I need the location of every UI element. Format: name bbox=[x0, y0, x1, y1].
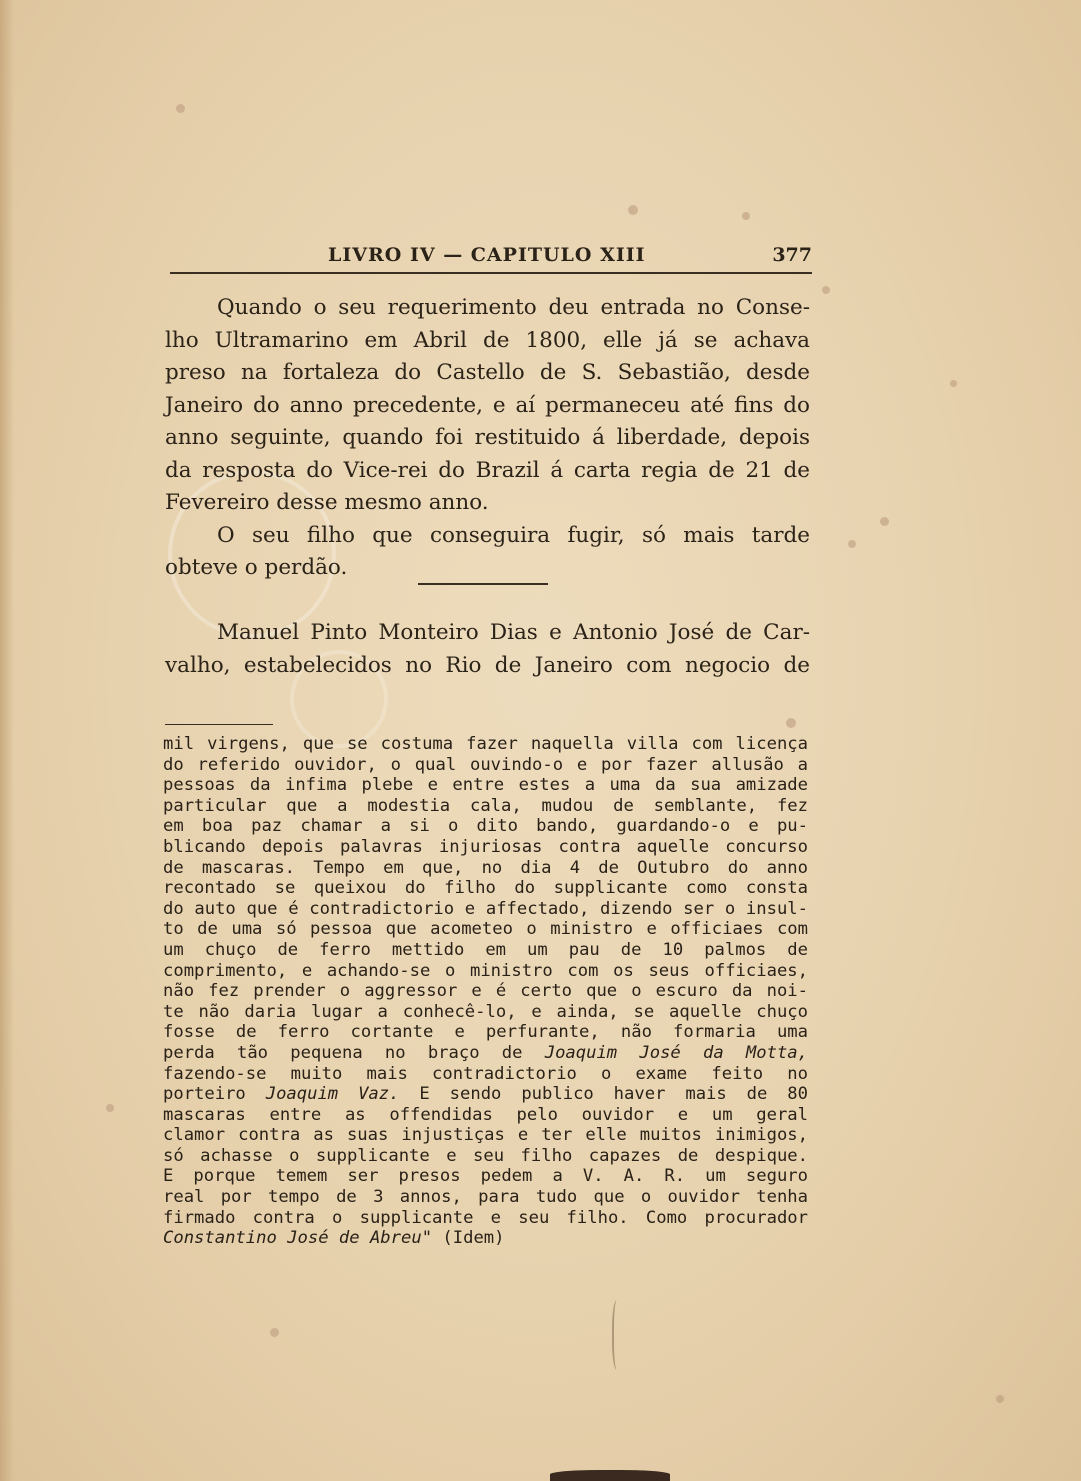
footnote-divider bbox=[165, 724, 273, 725]
body-text-section-2 bbox=[165, 617, 810, 682]
body-text-section-1 bbox=[165, 292, 810, 585]
text-line: preso na fortaleza do Castello de S. Sebastião, desde bbox=[165, 360, 810, 385]
footnote-line bbox=[163, 1043, 808, 1064]
foxing-spot bbox=[996, 1395, 1004, 1403]
foxing-spot bbox=[742, 212, 750, 220]
footnote-line: clamor contra as suas injustiças e ter elle muitos inimigos, bbox=[163, 1125, 808, 1146]
footnote-line: não fez prender o aggressor e é certo que o escuro da noi- bbox=[163, 981, 808, 1002]
footnote-text: perda tão pequena no braço de bbox=[163, 1042, 545, 1063]
footnote-line: comprimento, e achando-se o ministro com os seus officiaes, bbox=[163, 960, 808, 981]
footnote-line: to de uma só pessoa que acometeo o ministro e officiaes com bbox=[163, 919, 808, 940]
footnote-line: E porque temem ser presos pedem a V. A. R. um seguro bbox=[163, 1166, 808, 1187]
running-head-title: LIVRO IV — CAPITULO XIII bbox=[328, 244, 646, 266]
text-line: O seu filho que conseguira fugir, só mais tarde bbox=[217, 522, 810, 548]
footnote-line bbox=[163, 1228, 808, 1249]
footnote-line bbox=[163, 1084, 808, 1105]
text-line: Janeiro do anno precedente, e aí permaneceu até fins do bbox=[165, 392, 810, 418]
footnote-line: firmado contra o supplicante e seu filho. Como procurador bbox=[163, 1207, 808, 1228]
footnote-line: blicando depois palavras injuriosas contra aquelle concurso bbox=[163, 836, 808, 857]
foxing-spot bbox=[270, 1328, 279, 1337]
foxing-spot bbox=[176, 104, 185, 113]
paragraph bbox=[165, 520, 810, 585]
page-number: 377 bbox=[772, 244, 812, 266]
footnote-text: porteiro bbox=[163, 1084, 266, 1105]
page-edge-shadow bbox=[0, 0, 14, 1481]
footnote-line: mascaras entre as offendidas pelo ouvidor e um geral bbox=[163, 1104, 808, 1125]
footnote-line: fosse de ferro cortante e perfurante, não formaria uma bbox=[163, 1022, 808, 1043]
footnote-italic-name: Constantino José de Abreu" bbox=[163, 1228, 433, 1249]
foxing-spot bbox=[950, 380, 957, 387]
footnote-line: em boa paz chamar a si o dito bando, guardando-o e pu- bbox=[163, 816, 808, 837]
footnote-line: fazendo-se muito mais contradictorio o exame feito no bbox=[163, 1063, 808, 1084]
footnote-line: particular que a modestia cala, mudou de semblante, fez bbox=[163, 795, 808, 816]
text-line: da resposta do Vice-rei do Brazil á carta regia de 21 de bbox=[165, 457, 810, 483]
foxing-spot bbox=[880, 517, 889, 526]
footnote-line: do referido ouvidor, o qual ouvindo-o e por fazer allusão a bbox=[163, 754, 808, 775]
footnote-italic-name: Joaquim José da Motta, bbox=[544, 1042, 809, 1063]
text-line: Fevereiro desse mesmo anno. bbox=[165, 490, 489, 515]
footnote-line: real por tempo de 3 annos, para tudo que o ouvidor tenha bbox=[163, 1187, 808, 1208]
foxing-spot bbox=[848, 540, 856, 548]
paper-crease bbox=[612, 1300, 624, 1370]
paper-tear bbox=[550, 1470, 670, 1481]
text-line: Manuel Pinto Monteiro Dias e Antonio José de Car- bbox=[217, 620, 810, 645]
foxing-spot bbox=[786, 718, 796, 728]
text-line: lho Ultramarino em Abril de 1800, elle já se achava bbox=[165, 327, 810, 353]
footnote-block bbox=[163, 734, 808, 1249]
foxing-spot bbox=[822, 286, 830, 294]
foxing-spot bbox=[106, 1104, 114, 1112]
footnote-line: pessoas da infima plebe e entre estes a uma da sua amizade bbox=[163, 775, 808, 796]
text-line: valho, estabelecidos no Rio de Janeiro com negocio de bbox=[165, 652, 810, 678]
footnote-line: te não daria lugar a conhecê-lo, e ainda, se aquelle chuço bbox=[163, 1001, 808, 1022]
footnote-line: mil virgens, que se costuma fazer naquella villa com licença bbox=[163, 734, 808, 754]
text-line: Quando o seu requerimento deu entrada no Conse- bbox=[217, 295, 810, 320]
foxing-spot bbox=[628, 205, 638, 215]
footnote-line: de mascaras. Tempo em que, no dia 4 de Outubro do anno bbox=[163, 857, 808, 878]
footnote-italic-name: Joaquim Vaz. bbox=[265, 1084, 400, 1105]
text-line: anno seguinte, quando foi restituido á liberdade, depois bbox=[165, 425, 810, 450]
section-divider bbox=[418, 583, 548, 585]
paragraph bbox=[165, 617, 810, 682]
footnote-line: só achasse o supplicante e seu filho capazes de despique. bbox=[163, 1145, 808, 1166]
footnote-line: recontado se queixou do filho do supplicante como consta bbox=[163, 878, 808, 899]
footnote-line: um chuço de ferro mettido em um pau de 10 palmos de bbox=[163, 939, 808, 960]
footnote-line: do auto que é contradictorio e affectado, dizendo ser o insul- bbox=[163, 898, 808, 919]
footnote-text: (Idem) bbox=[432, 1228, 505, 1249]
footnote-text: E sendo publico haver mais de 80 bbox=[399, 1084, 808, 1105]
running-header bbox=[170, 244, 812, 274]
text-line: obteve o perdão. bbox=[165, 555, 348, 580]
paragraph bbox=[165, 292, 810, 520]
